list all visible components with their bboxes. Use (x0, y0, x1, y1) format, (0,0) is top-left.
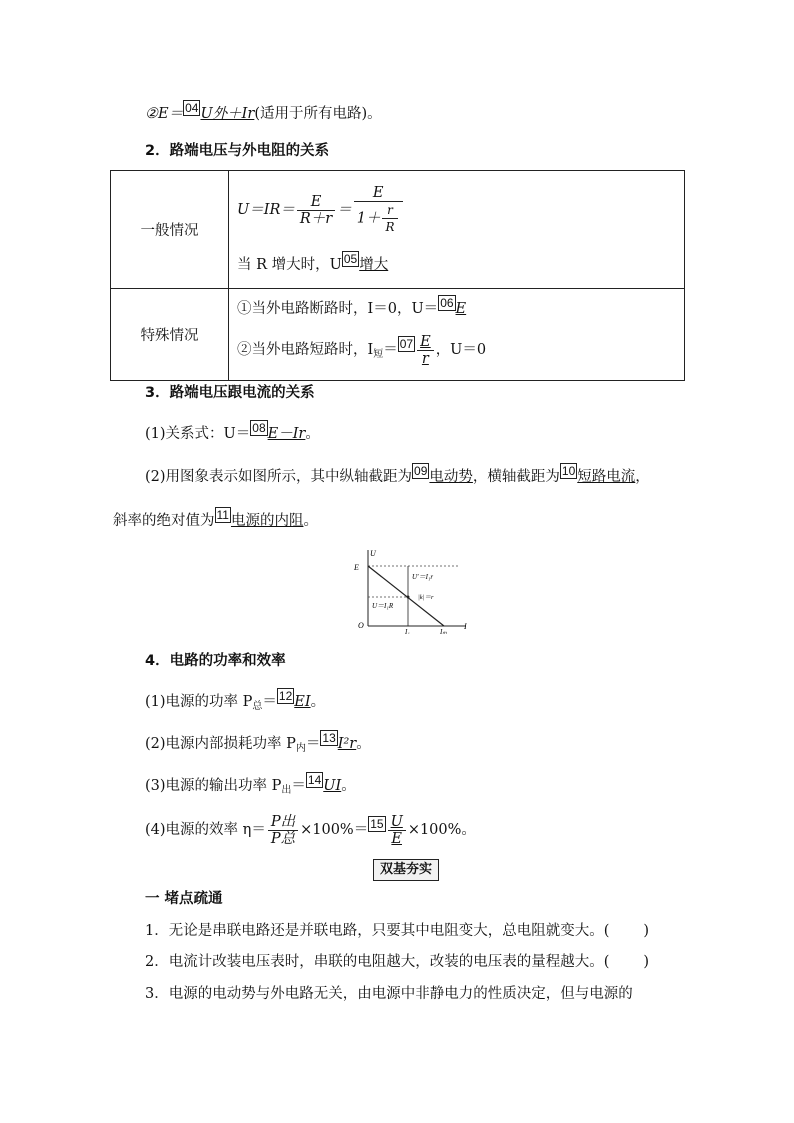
condition-row (237, 251, 683, 274)
answer-fraction (417, 334, 434, 367)
answer-number: 04 (185, 101, 199, 115)
condition-row (237, 330, 683, 375)
text: (4)电源的效率 η＝ (145, 822, 266, 838)
fraction (268, 814, 298, 847)
text: ＝ (291, 778, 306, 794)
formula-line (145, 100, 382, 125)
text: ，横轴截距为 (472, 469, 560, 485)
relation-table (110, 170, 685, 381)
denominator: E (391, 830, 402, 847)
answer: U外＋Ir (200, 106, 255, 122)
question (145, 951, 649, 973)
text: ×100%＝ (300, 822, 369, 838)
fraction (354, 185, 403, 235)
subscript: 总 (252, 701, 263, 712)
answer-number: 14 (307, 773, 322, 787)
paragraph (145, 463, 650, 488)
answer-fraction (388, 814, 406, 847)
numerator: E (354, 185, 403, 202)
answer: I²r (337, 736, 357, 752)
text: ×100%。 (407, 822, 476, 838)
question-text: 1．无论是串联电路还是并联电路，只要其中电阻变大，总电阻就变大。( (145, 923, 610, 939)
text: (2)用图象表示如图所示，其中纵轴截距为 (145, 469, 413, 485)
text: ①当外电路断路时，I＝0，U＝ (237, 301, 439, 317)
answer-number: 08 (252, 421, 266, 435)
label-origin: O (358, 621, 364, 630)
table-cell-content (229, 289, 685, 381)
denominator-text: 1＋ (356, 210, 381, 227)
answer: 电源的内阻 (230, 513, 304, 529)
axis-label-i: I (464, 622, 467, 631)
answer: EI (294, 694, 311, 710)
answer-number: 11 (216, 508, 229, 522)
text: 。 (310, 694, 326, 710)
text: ＝ (262, 694, 277, 710)
text: ) (643, 923, 650, 939)
paragraph (145, 772, 356, 802)
denominator: R＋r (299, 210, 333, 227)
question (145, 920, 649, 942)
text: ＝ (383, 342, 398, 358)
answer-number: 07 (399, 337, 414, 351)
text: ②当外电路短路时，I (237, 342, 374, 358)
formula-row: U＝IR＝ $\frac{E}{R+r}$ ＝ E 1＋ $\frac{r}{R}$ (237, 185, 683, 235)
paragraph (145, 812, 476, 848)
numerator: E (297, 194, 335, 211)
section-tag: 双基夯实 (373, 859, 439, 881)
label-e: E (354, 563, 359, 572)
text: (适用于所有电路)。 (254, 106, 382, 122)
denominator: R (385, 220, 395, 234)
text: 当 R 增大时，U (237, 257, 342, 273)
paragraph (113, 507, 318, 532)
text: ) (643, 954, 650, 970)
answer: 电动势 (429, 469, 473, 485)
text: (1)关系式：U＝ (145, 426, 251, 442)
table-cell-label: 特殊情况 (111, 289, 229, 381)
section-heading: 4．电路的功率和效率 (145, 653, 286, 669)
text: ， (635, 469, 650, 485)
text: 。 (356, 736, 371, 752)
question-text: 3．电源的电动势与外电路无关，由电源中非静电力的性质决定，但与电源的 (145, 986, 633, 1002)
denominator: r (421, 350, 429, 367)
table-cell-content (229, 171, 685, 289)
question-text: 2．电流计改装电压表时，串联的电阻越大，改装的电压表的量程越大。( (145, 954, 610, 970)
text: (2)电源内部损耗功率 P (145, 736, 296, 752)
fraction (297, 194, 335, 227)
numerator: E (417, 334, 434, 351)
text: (3)电源的输出功率 P (145, 778, 282, 794)
answer: E (455, 301, 467, 317)
denominator: P总 (270, 830, 296, 847)
text: 。 (305, 426, 320, 442)
axis-label-u: U (370, 549, 376, 558)
text: (1)电源的功率 P (145, 694, 253, 710)
numerator: P出 (268, 814, 298, 831)
denominator (354, 202, 403, 235)
paragraph (145, 420, 320, 445)
label-im: Iₘ (440, 628, 447, 634)
answer: 短路电流 (577, 469, 636, 485)
answer-number: 13 (322, 731, 336, 745)
text: ＝ (305, 736, 321, 752)
fraction (382, 202, 397, 235)
question (145, 983, 633, 1005)
section-heading: 3．路端电压跟电流的关系 (145, 385, 315, 401)
numerator: r (382, 202, 397, 219)
text: 斜率的绝对值为 (113, 513, 215, 529)
section-heading: 一 堵点疏通 (145, 891, 223, 907)
paragraph (145, 688, 325, 718)
subscript: 内 (295, 743, 306, 754)
answer-number: 05 (343, 252, 358, 266)
point (407, 596, 410, 599)
label-i1: I₁ (405, 628, 410, 634)
answer-number: 09 (414, 464, 428, 478)
text: 。 (341, 778, 356, 794)
text: 。 (303, 513, 318, 529)
answer-number: 12 (278, 689, 293, 703)
paragraph (145, 730, 371, 760)
ui-graph (348, 546, 478, 634)
answer: 增大 (359, 257, 389, 273)
formula-text: U＝IR＝ (237, 202, 295, 218)
answer: E－Ir (267, 426, 306, 442)
text: ②E＝ (145, 106, 184, 122)
answer-number: 10 (561, 464, 576, 478)
text: ，U＝0 (435, 342, 487, 358)
condition-row (237, 294, 683, 324)
annotation: U＝I₁R (372, 602, 394, 610)
answer: UI (323, 778, 342, 794)
answer-number: 15 (370, 817, 384, 831)
numerator: U (388, 814, 406, 831)
answer-number: 06 (440, 296, 454, 310)
annotation: U′＝I₁r (412, 573, 434, 581)
annotation: |k|＝r (418, 594, 434, 601)
subscript: 短 (373, 349, 384, 360)
table-cell-label: 一般情况 (111, 171, 229, 289)
section-heading: 2．路端电压与外电阻的关系 (145, 143, 330, 159)
subscript: 出 (281, 785, 292, 796)
